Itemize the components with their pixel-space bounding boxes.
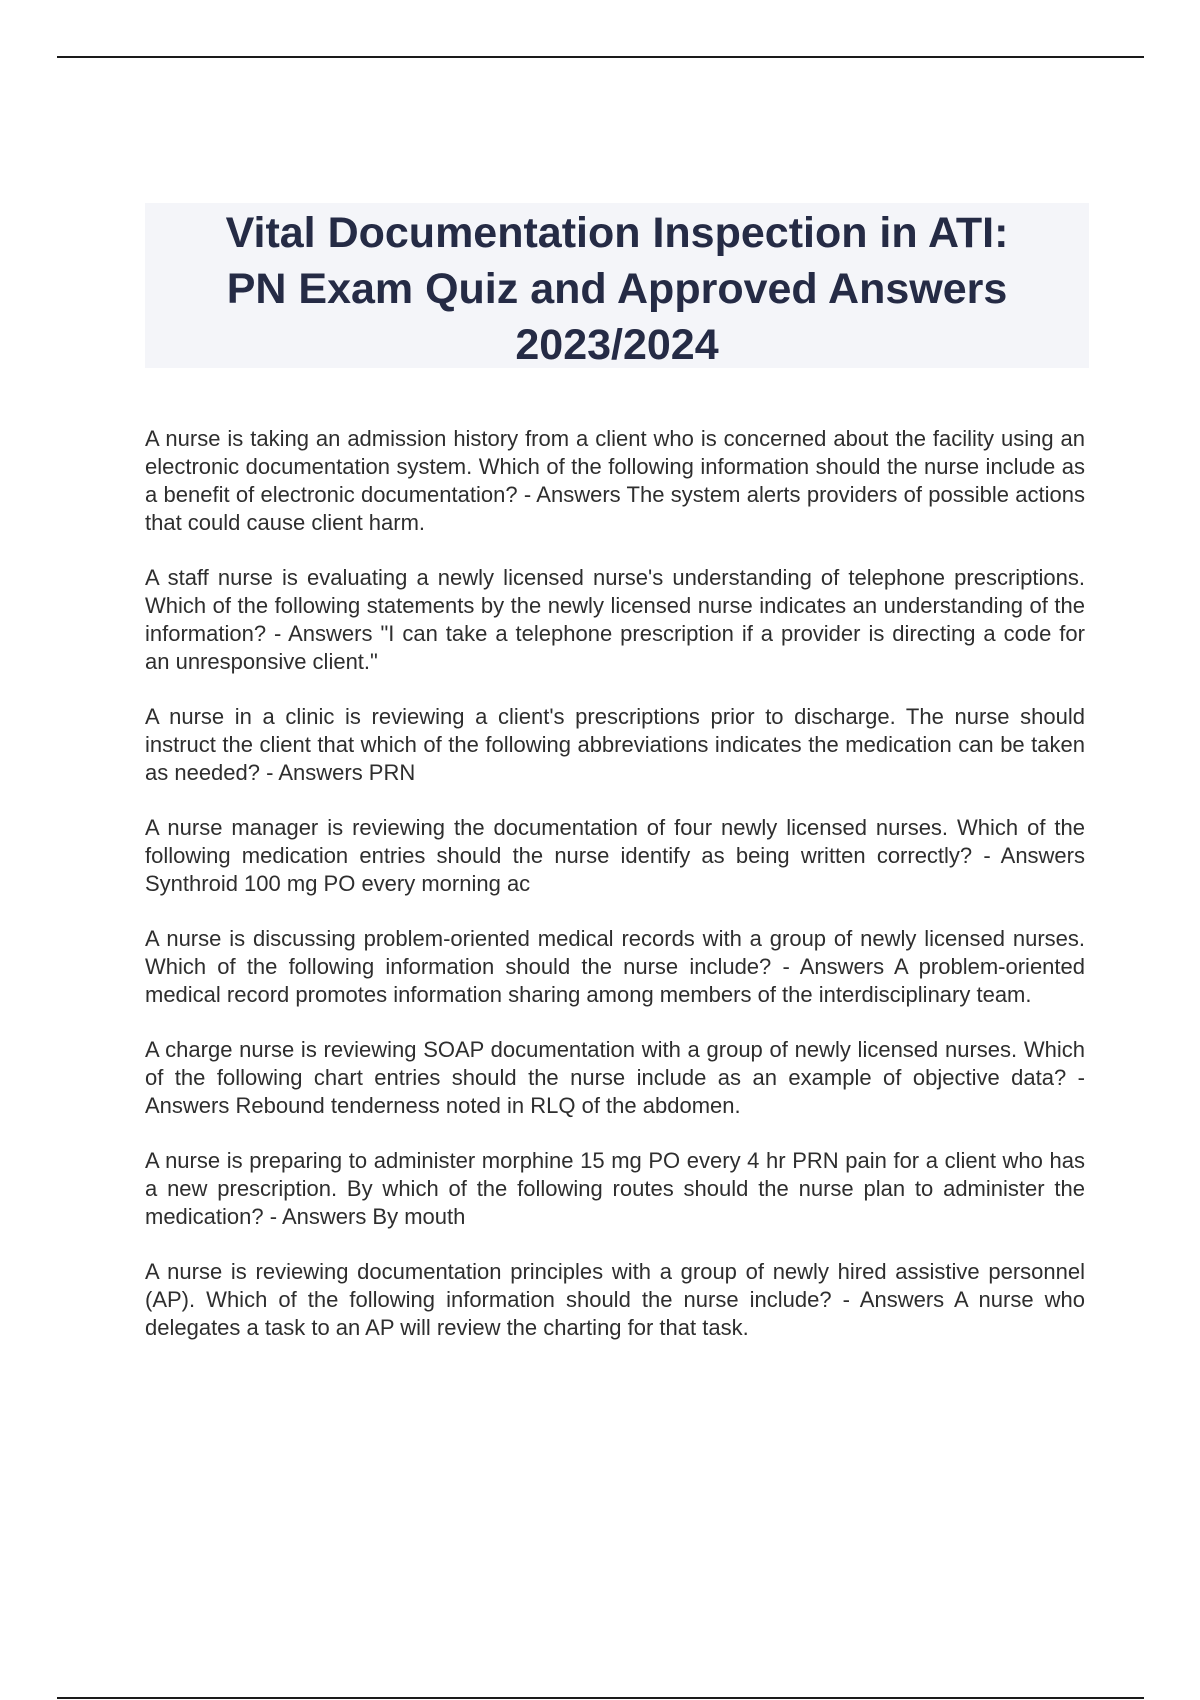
qa-item-8: A nurse is reviewing documentation principles with a group of newly hired assistive personnel (AP). Which of the following information should the nurse include? - Answers A nurse who delegates a task to an AP will review the charting for that task. [145, 1259, 1085, 1340]
qa-item-1: A nurse is taking an admission history from a client who is concerned about the facility using an electronic documentation system. Which of the following information should the nurse include as a benefit of electronic documentation? - Answers The system alerts providers of possible actions that could cause client harm. [145, 426, 1085, 535]
title-line-1: Vital Documentation Inspection in ATI: [225, 209, 1009, 257]
bottom-divider [57, 1697, 1144, 1699]
qa-item-3: A nurse in a clinic is reviewing a client's prescriptions prior to discharge. The nurse should instruct the client that which of the following abbreviations indicates the medication can be taken as needed? - Answers PRN [145, 704, 1085, 785]
document-title [145, 203, 1089, 368]
top-divider [57, 56, 1144, 58]
qa-item-7: A nurse is preparing to administer morphine 15 mg PO every 4 hr PRN pain for a client who has a new prescription. By which of the following routes should the nurse plan to administer the medication? - Answers By mouth [145, 1148, 1085, 1229]
title-line-3: 2023/2024 [515, 321, 719, 369]
question-answer-list [145, 425, 1085, 1369]
title-line-2: PN Exam Quiz and Approved Answers [226, 265, 1008, 313]
qa-item-5: A nurse is discussing problem-oriented medical records with a group of newly licensed nurses. Which of the following information should the nurse include? - Answers A problem-oriented medical record promotes information sharing among members of the interdisciplinary team. [145, 926, 1085, 1007]
qa-item-6: A charge nurse is reviewing SOAP documentation with a group of newly licensed nurses. Which of the following chart entries should the nurse include as an example of objective data? - Answers Rebound tenderness noted in RLQ of the abdomen. [145, 1037, 1085, 1118]
qa-item-2: A staff nurse is evaluating a newly licensed nurse's understanding of telephone prescriptions. Which of the following statements by the newly licensed nurse indicates an understanding of the information? - Answers "I can take a telephone prescription if a provider is directing a code for an unresponsive client." [145, 565, 1085, 674]
qa-item-4: A nurse manager is reviewing the documentation of four newly licensed nurses. Which of the following medication entries should the nurse identify as being written correctly? - Answers Synthroid 100 mg PO every morning ac [145, 815, 1085, 896]
